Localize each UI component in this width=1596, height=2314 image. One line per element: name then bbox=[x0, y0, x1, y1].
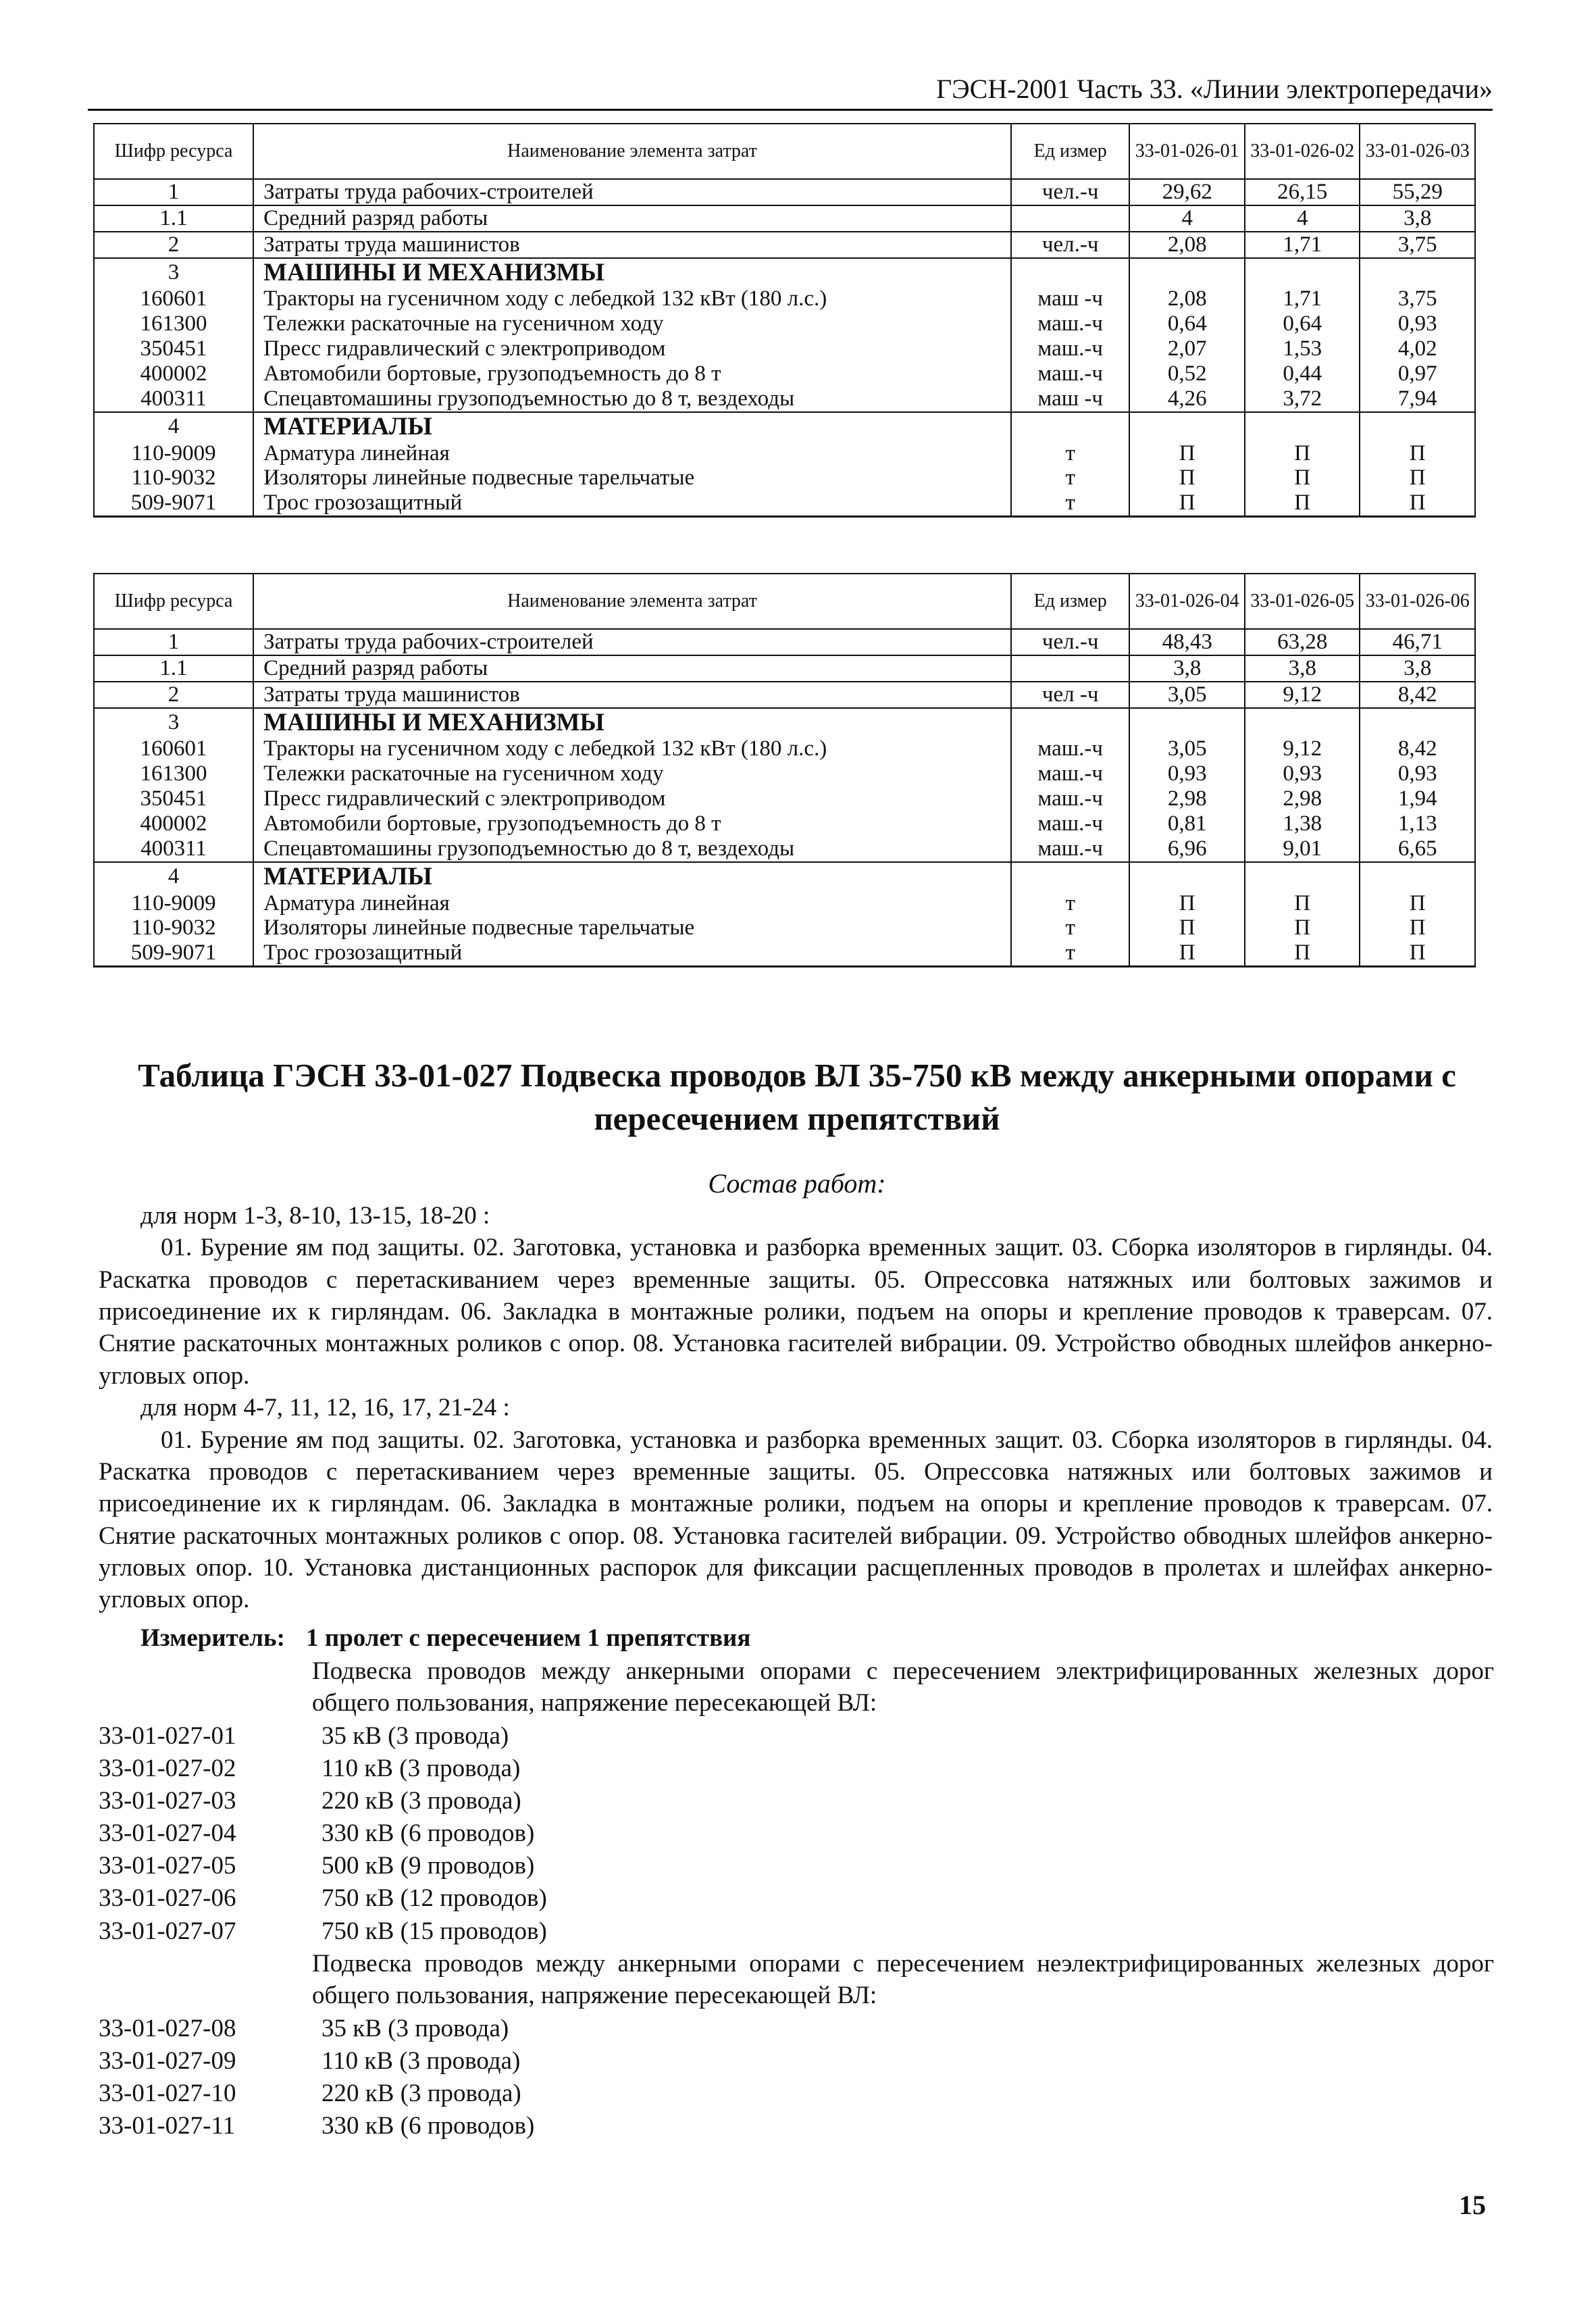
table-row bbox=[94, 441, 1475, 466]
cell-value-2 bbox=[1245, 412, 1360, 441]
cell-value-2: 0,44 bbox=[1245, 361, 1360, 386]
cell-name: МАШИНЫ И МЕХАНИЗМЫ bbox=[253, 258, 1011, 286]
cell-unit: маш.-ч bbox=[1011, 336, 1130, 361]
norm-text: 330 кВ (6 проводов) bbox=[321, 2112, 535, 2140]
norm-code: 33-01-027-02 bbox=[99, 1755, 236, 1783]
cell-value-1: П bbox=[1129, 915, 1245, 940]
cell-value-1: 2,08 bbox=[1129, 286, 1245, 311]
cell-value-3: 8,42 bbox=[1360, 736, 1475, 761]
table-row bbox=[94, 286, 1475, 311]
cell-value-2: 1,38 bbox=[1245, 811, 1360, 836]
cell-value-3: П bbox=[1360, 940, 1475, 966]
cell-code: 1.1 bbox=[94, 655, 253, 682]
cell-value-1: П bbox=[1129, 940, 1245, 966]
page-number: 15 bbox=[1459, 2190, 1486, 2220]
cell-value-3: 1,13 bbox=[1360, 811, 1475, 836]
cell-code: 160601 bbox=[94, 286, 253, 311]
cell-unit bbox=[1011, 205, 1130, 232]
cell-value-1: 0,52 bbox=[1129, 361, 1245, 386]
table-body-1 bbox=[94, 179, 1475, 517]
cell-unit: чел.-ч bbox=[1011, 629, 1130, 655]
cell-name: Тележки раскаточные на гусеничном ходу bbox=[253, 761, 1011, 786]
cell-value-2: 0,64 bbox=[1245, 311, 1360, 336]
cell-value-2: П bbox=[1245, 915, 1360, 940]
cell-value-2 bbox=[1245, 258, 1360, 286]
cell-code: 4 bbox=[94, 862, 253, 890]
cell-value-2: П bbox=[1245, 466, 1360, 491]
cell-name: Пресс гидравлический с электроприводом bbox=[253, 336, 1011, 361]
norm-code: 33-01-027-09 bbox=[99, 2047, 236, 2076]
cell-value-2: 1,71 bbox=[1245, 286, 1360, 311]
cell-value-3: П bbox=[1360, 466, 1475, 491]
table-title-line-1: Таблица ГЭСН 33-01-027 Подвеска проводов ВЛ 35-750 кВ между анкерными опорами с bbox=[138, 1057, 1456, 1094]
cell-value-3: П bbox=[1360, 891, 1475, 916]
cell-name: Тракторы на гусеничном ходу с лебедкой 132 кВт (180 л.с.) bbox=[253, 286, 1011, 311]
cell-name: Автомобили бортовые, грузоподъемность до 8 т bbox=[253, 811, 1011, 836]
header-code: Шифр ресурса bbox=[94, 124, 253, 179]
norm-text: 110 кВ (3 провода) bbox=[321, 1755, 521, 1783]
header-column-3: 33-01-026-03 bbox=[1360, 124, 1475, 179]
table-row bbox=[94, 466, 1475, 491]
cell-value-1: 29,62 bbox=[1129, 179, 1245, 205]
group-2-label: для норм 4-7, 11, 12, 16, 17, 21-24 : bbox=[140, 1394, 510, 1422]
cell-unit: т bbox=[1011, 466, 1130, 491]
norm-item bbox=[99, 1915, 547, 1948]
cell-code: 2 bbox=[94, 232, 253, 258]
description-2: Подвеска проводов между анкерными опорами с пересечением неэлектрифицированных железных дорог общего пользования, напряжение пересекающей ВЛ: bbox=[312, 1950, 1494, 2010]
cell-name: Средний разряд работы bbox=[253, 205, 1011, 232]
table-row bbox=[94, 412, 1475, 441]
cell-unit: чел.-ч bbox=[1011, 179, 1130, 205]
cell-unit bbox=[1011, 258, 1130, 286]
cell-value-1: 0,64 bbox=[1129, 311, 1245, 336]
cell-value-3: 55,29 bbox=[1360, 179, 1475, 205]
table-title-line-2: пересечением препятствий bbox=[594, 1099, 1000, 1137]
cell-value-3: 46,71 bbox=[1360, 629, 1475, 655]
header-unit: Ед измер bbox=[1011, 574, 1130, 629]
norm-list-2 bbox=[99, 2013, 534, 2142]
header-column-2: 33-01-026-02 bbox=[1245, 124, 1360, 179]
cell-value-2: 9,01 bbox=[1245, 836, 1360, 862]
cell-value-1 bbox=[1129, 258, 1245, 286]
cell-value-3: П bbox=[1360, 915, 1475, 940]
cell-value-3: 0,97 bbox=[1360, 361, 1475, 386]
cell-value-2: П bbox=[1245, 940, 1360, 966]
cell-code: 110-9032 bbox=[94, 466, 253, 491]
table-row bbox=[94, 179, 1475, 205]
cell-unit: маш -ч bbox=[1011, 386, 1130, 412]
cell-code: 1 bbox=[94, 179, 253, 205]
cell-unit: т bbox=[1011, 940, 1130, 966]
cell-unit: маш.-ч bbox=[1011, 736, 1130, 761]
cell-value-1: 2,07 bbox=[1129, 336, 1245, 361]
cell-value-2: 3,72 bbox=[1245, 386, 1360, 412]
cell-name: Арматура линейная bbox=[253, 441, 1011, 466]
cell-value-3 bbox=[1360, 862, 1475, 890]
cell-unit bbox=[1011, 862, 1130, 890]
cell-name: Трос грозозащитный bbox=[253, 940, 1011, 966]
cell-value-3 bbox=[1360, 258, 1475, 286]
cell-name: Трос грозозащитный bbox=[253, 491, 1011, 516]
cell-name: Спецавтомашины грузоподъемностью до 8 т, вездеходы bbox=[253, 386, 1011, 412]
cell-value-2: 1,71 bbox=[1245, 232, 1360, 258]
cell-value-3 bbox=[1360, 412, 1475, 441]
cell-name: Тракторы на гусеничном ходу с лебедкой 132 кВт (180 л.с.) bbox=[253, 736, 1011, 761]
cell-value-2 bbox=[1245, 708, 1360, 736]
cell-code: 3 bbox=[94, 258, 253, 286]
cell-code: 3 bbox=[94, 708, 253, 736]
cell-code: 1 bbox=[94, 629, 253, 655]
norm-list-1 bbox=[99, 1720, 547, 1948]
cell-unit bbox=[1011, 708, 1130, 736]
measure-line bbox=[140, 1624, 750, 1653]
cell-value-3 bbox=[1360, 708, 1475, 736]
norm-code: 33-01-027-04 bbox=[99, 1819, 236, 1848]
group-2-text: 01. Бурение ям под защиты. 02. Заготовка, установка и разборка временных защит. 03. Сборка изоляторов в гирлянды. 04. Раскатка проводов с перетаскиванием через временные защиты. 05. Опрессовка натяжных или болтовых зажимов и присоединение их к гирляндам. 06. Закладка в монтажные ролики, подъем на опоры и крепление проводов к траверсам. 07. Снятие раскаточных монтажных роликов с опор. 08. Установка гасителей вибрации. 09. Устройство обводных шлейфов анкерно-угловых опор. 10. Установка дистанционных распорок для фиксации расщепленных проводов в пролетах и шлейфах анкерно-угловых опор. bbox=[99, 1426, 1493, 1614]
cell-code: 350451 bbox=[94, 336, 253, 361]
cell-name: Пресс гидравлический с электроприводом bbox=[253, 786, 1011, 811]
norm-code: 33-01-027-10 bbox=[99, 2080, 236, 2108]
cell-value-2: 0,93 bbox=[1245, 761, 1360, 786]
cell-code: 110-9032 bbox=[94, 915, 253, 940]
cell-value-1: 3,05 bbox=[1129, 736, 1245, 761]
cell-name: Средний разряд работы bbox=[253, 655, 1011, 682]
cell-name: Тележки раскаточные на гусеничном ходу bbox=[253, 311, 1011, 336]
cell-code: 350451 bbox=[94, 786, 253, 811]
table-row bbox=[94, 836, 1475, 862]
cell-code: 2 bbox=[94, 682, 253, 708]
table-title bbox=[88, 1054, 1506, 1140]
cell-value-3: П bbox=[1360, 491, 1475, 516]
table-row bbox=[94, 361, 1475, 386]
norm-text: 500 кВ (9 проводов) bbox=[321, 1852, 535, 1880]
cell-value-1: 3,05 bbox=[1129, 682, 1245, 708]
cell-value-1 bbox=[1129, 412, 1245, 441]
cell-value-2: 26,15 bbox=[1245, 179, 1360, 205]
norm-text: 110 кВ (3 провода) bbox=[321, 2047, 521, 2076]
cell-code: 509-9071 bbox=[94, 491, 253, 516]
cell-unit: маш.-ч bbox=[1011, 786, 1130, 811]
cell-unit: т bbox=[1011, 891, 1130, 916]
cell-value-1: 3,8 bbox=[1129, 655, 1245, 682]
norm-text: 35 кВ (3 провода) bbox=[321, 2015, 509, 2042]
cell-value-1 bbox=[1129, 708, 1245, 736]
cell-value-3: 3,8 bbox=[1360, 655, 1475, 682]
cell-value-2: 2,98 bbox=[1245, 786, 1360, 811]
table-row bbox=[94, 629, 1475, 655]
cell-value-3: 3,8 bbox=[1360, 205, 1475, 232]
table-row bbox=[94, 708, 1475, 736]
measure-value: 1 пролет с пересечением 1 препятствия bbox=[306, 1624, 751, 1652]
table-row bbox=[94, 386, 1475, 412]
cell-value-3: П bbox=[1360, 441, 1475, 466]
norm-item bbox=[99, 1850, 547, 1882]
header-name: Наименование элемента затрат bbox=[253, 574, 1011, 629]
description-1: Подвеска проводов между анкерными опорами с пересечением электрифицированных железных дорог общего пользования, напряжение пересекающей ВЛ: bbox=[312, 1657, 1494, 1717]
cell-name: Изоляторы линейные подвесные тарельчатые bbox=[253, 915, 1011, 940]
cell-value-2: 9,12 bbox=[1245, 736, 1360, 761]
cell-unit: маш -ч bbox=[1011, 286, 1130, 311]
norm-code: 33-01-027-05 bbox=[99, 1852, 236, 1880]
cell-value-3: 1,94 bbox=[1360, 786, 1475, 811]
table-header-row bbox=[94, 574, 1475, 629]
norm-item bbox=[99, 2045, 534, 2078]
cell-value-2: П bbox=[1245, 491, 1360, 516]
table-row bbox=[94, 311, 1475, 336]
cell-code: 161300 bbox=[94, 761, 253, 786]
norm-item bbox=[99, 1720, 547, 1753]
norm-item bbox=[99, 1785, 547, 1817]
cell-code: 400002 bbox=[94, 811, 253, 836]
cell-value-1: 0,81 bbox=[1129, 811, 1245, 836]
work-composition-text bbox=[99, 1200, 1493, 1616]
norm-item bbox=[99, 1882, 547, 1915]
cell-unit: маш.-ч bbox=[1011, 836, 1130, 862]
table-body-2 bbox=[94, 629, 1475, 967]
norm-code: 33-01-027-08 bbox=[99, 2015, 236, 2042]
cell-value-3: 7,94 bbox=[1360, 386, 1475, 412]
cell-unit: т bbox=[1011, 915, 1130, 940]
group-1-label: для норм 1-3, 8-10, 13-15, 18-20 : bbox=[140, 1202, 490, 1230]
table-row bbox=[94, 655, 1475, 682]
norm-code: 33-01-027-01 bbox=[99, 1722, 236, 1750]
cell-value-1: П bbox=[1129, 441, 1245, 466]
cell-name: Изоляторы линейные подвесные тарельчатые bbox=[253, 466, 1011, 491]
cell-code: 161300 bbox=[94, 311, 253, 336]
cell-value-2: П bbox=[1245, 891, 1360, 916]
cell-value-1: 2,98 bbox=[1129, 786, 1245, 811]
cell-value-1: 4,26 bbox=[1129, 386, 1245, 412]
cell-value-1: П bbox=[1129, 891, 1245, 916]
table-row bbox=[94, 891, 1475, 916]
cell-name: Затраты труда рабочих-строителей bbox=[253, 179, 1011, 205]
norm-item bbox=[99, 2078, 534, 2110]
table-row bbox=[94, 232, 1475, 258]
norm-text: 35 кВ (3 провода) bbox=[321, 1722, 509, 1750]
norm-text: 220 кВ (3 провода) bbox=[321, 1787, 521, 1815]
table-row bbox=[94, 761, 1475, 786]
cell-value-3: 0,93 bbox=[1360, 761, 1475, 786]
cell-unit: т bbox=[1011, 441, 1130, 466]
norm-code: 33-01-027-11 bbox=[99, 2112, 236, 2140]
cell-unit: маш.-ч bbox=[1011, 761, 1130, 786]
cell-code: 400311 bbox=[94, 836, 253, 862]
cell-name: МАТЕРИАЛЫ bbox=[253, 862, 1011, 890]
header-column-1: 33-01-026-04 bbox=[1129, 574, 1245, 629]
cell-value-2: П bbox=[1245, 441, 1360, 466]
norm-code: 33-01-027-07 bbox=[99, 1917, 236, 1945]
cell-name: Затраты труда машинистов bbox=[253, 682, 1011, 708]
cell-name: Спецавтомашины грузоподъемностью до 8 т, вездеходы bbox=[253, 836, 1011, 862]
cell-value-1: П bbox=[1129, 491, 1245, 516]
cell-name: МАШИНЫ И МЕХАНИЗМЫ bbox=[253, 708, 1011, 736]
norm-text: 220 кВ (3 провода) bbox=[321, 2080, 521, 2108]
cell-code: 400002 bbox=[94, 361, 253, 386]
cell-value-1 bbox=[1129, 862, 1245, 890]
cell-unit bbox=[1011, 655, 1130, 682]
cell-name: Затраты труда машинистов bbox=[253, 232, 1011, 258]
cell-value-1: 6,96 bbox=[1129, 836, 1245, 862]
cell-code: 110-9009 bbox=[94, 891, 253, 916]
table-row bbox=[94, 786, 1475, 811]
group-1-text: 01. Бурение ям под защиты. 02. Заготовка, установка и разборка временных защит. 03. Сборка изоляторов в гирлянды. 04. Раскатка проводов с перетаскиванием через временные защиты. 05. Опрессовка натяжных или болтовых зажимов и присоединение их к гирляндам. 06. Закладка в монтажные ролики, подъем на опоры и крепление проводов к траверсам. 07. Снятие раскаточных монтажных роликов с опор. 08. Установка гасителей вибрации. 09. Устройство обводных шлейфов анкерно-угловых опор. bbox=[99, 1234, 1493, 1390]
cell-value-2 bbox=[1245, 862, 1360, 890]
cell-value-1: П bbox=[1129, 466, 1245, 491]
norm-table-1 bbox=[93, 123, 1476, 518]
header-column-2: 33-01-026-05 bbox=[1245, 574, 1360, 629]
cell-value-1: 48,43 bbox=[1129, 629, 1245, 655]
cell-code: 1.1 bbox=[94, 205, 253, 232]
cell-unit: т bbox=[1011, 491, 1130, 516]
norm-item bbox=[99, 1753, 547, 1785]
norm-code: 33-01-027-06 bbox=[99, 1884, 236, 1913]
cell-value-3: 8,42 bbox=[1360, 682, 1475, 708]
cell-unit: маш.-ч bbox=[1011, 311, 1130, 336]
table-row bbox=[94, 682, 1475, 708]
measure-label: Измеритель: bbox=[140, 1624, 285, 1652]
header-column-1: 33-01-026-01 bbox=[1129, 124, 1245, 179]
table-row bbox=[94, 258, 1475, 286]
cell-value-3: 3,75 bbox=[1360, 232, 1475, 258]
cell-value-1: 2,08 bbox=[1129, 232, 1245, 258]
table-header-row bbox=[94, 124, 1475, 179]
cell-code: 509-9071 bbox=[94, 940, 253, 966]
cell-value-2: 63,28 bbox=[1245, 629, 1360, 655]
cell-value-3: 4,02 bbox=[1360, 336, 1475, 361]
work-composition-heading: Состав работ: bbox=[708, 1168, 886, 1199]
cell-name: Арматура линейная bbox=[253, 891, 1011, 916]
cell-name: МАТЕРИАЛЫ bbox=[253, 412, 1011, 441]
norm-text: 330 кВ (6 проводов) bbox=[321, 1819, 535, 1848]
table-row bbox=[94, 915, 1475, 940]
norm-code: 33-01-027-03 bbox=[99, 1787, 236, 1815]
cell-name: Затраты труда рабочих-строителей bbox=[253, 629, 1011, 655]
cell-value-2: 9,12 bbox=[1245, 682, 1360, 708]
header-name: Наименование элемента затрат bbox=[253, 124, 1011, 179]
cell-value-2: 1,53 bbox=[1245, 336, 1360, 361]
cell-value-2: 3,8 bbox=[1245, 655, 1360, 682]
cell-name: Автомобили бортовые, грузоподъемность до 8 т bbox=[253, 361, 1011, 386]
norm-table-2 bbox=[93, 573, 1476, 967]
cell-code: 400311 bbox=[94, 386, 253, 412]
cell-value-3: 6,65 bbox=[1360, 836, 1475, 862]
header-unit: Ед измер bbox=[1011, 124, 1130, 179]
cell-value-2: 4 bbox=[1245, 205, 1360, 232]
table-row bbox=[94, 940, 1475, 966]
norm-item bbox=[99, 1817, 547, 1850]
cell-unit: чел -ч bbox=[1011, 682, 1130, 708]
cell-value-3: 3,75 bbox=[1360, 286, 1475, 311]
norm-item bbox=[99, 2013, 534, 2045]
header-column-3: 33-01-026-06 bbox=[1360, 574, 1475, 629]
cell-unit bbox=[1011, 412, 1130, 441]
norm-text: 750 кВ (12 проводов) bbox=[321, 1884, 547, 1913]
table-row bbox=[94, 336, 1475, 361]
header-code: Шифр ресурса bbox=[94, 574, 253, 629]
cell-value-1: 4 bbox=[1129, 205, 1245, 232]
table-row bbox=[94, 811, 1475, 836]
table-row bbox=[94, 862, 1475, 890]
norm-text: 750 кВ (15 проводов) bbox=[321, 1917, 547, 1945]
cell-unit: чел.-ч bbox=[1011, 232, 1130, 258]
cell-unit: маш.-ч bbox=[1011, 361, 1130, 386]
cell-value-1: 0,93 bbox=[1129, 761, 1245, 786]
table-row bbox=[94, 205, 1475, 232]
cell-code: 4 bbox=[94, 412, 253, 441]
table-row bbox=[94, 736, 1475, 761]
cell-value-3: 0,93 bbox=[1360, 311, 1475, 336]
norm-item bbox=[99, 2110, 534, 2142]
cell-code: 110-9009 bbox=[94, 441, 253, 466]
cell-code: 160601 bbox=[94, 736, 253, 761]
page-header: ГЭСН-2001 Часть 33. «Линии электропередачи» bbox=[88, 73, 1493, 111]
cell-unit: маш.-ч bbox=[1011, 811, 1130, 836]
table-row bbox=[94, 491, 1475, 516]
